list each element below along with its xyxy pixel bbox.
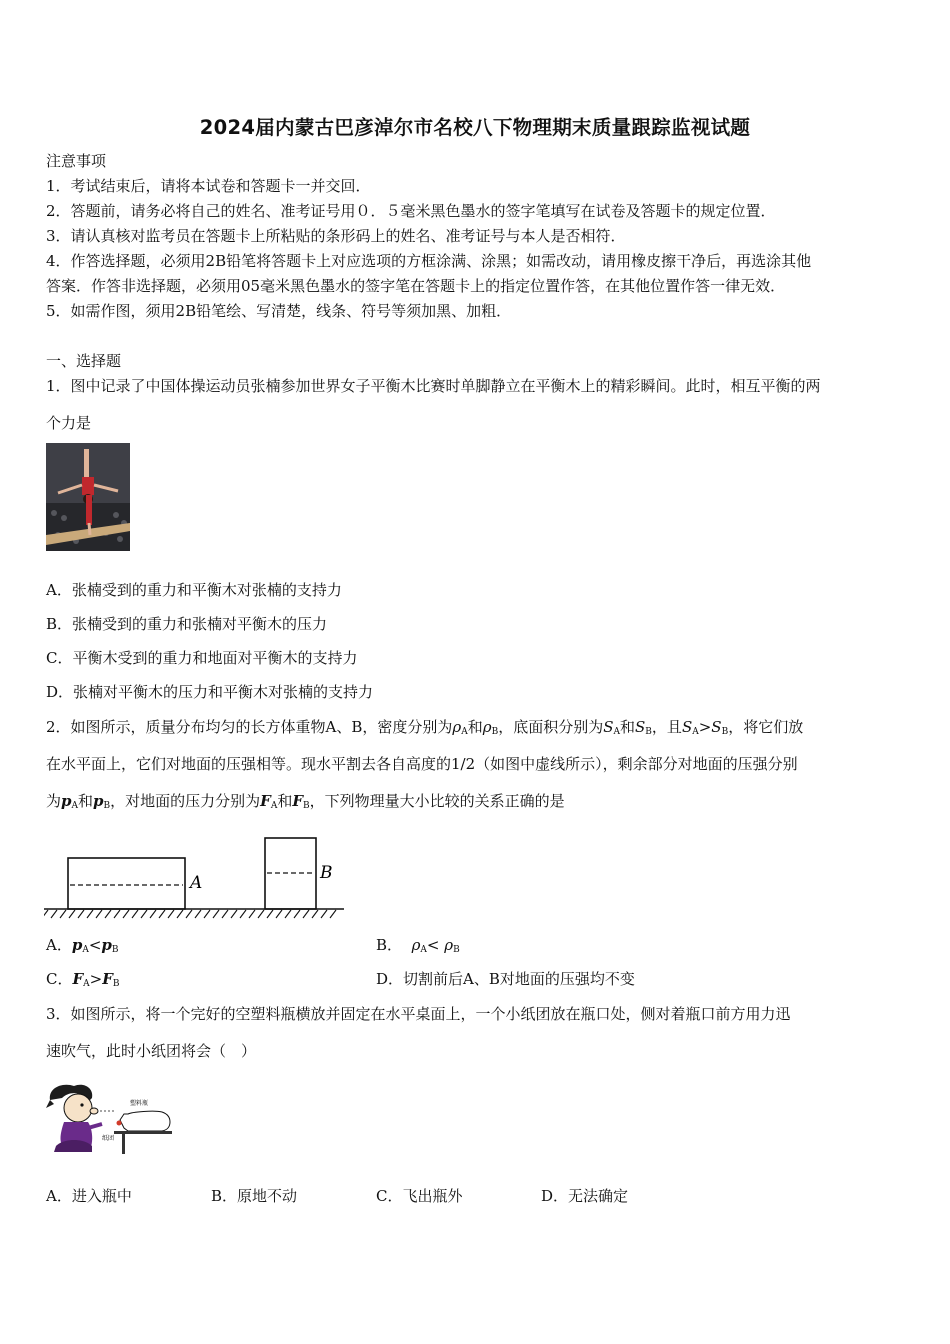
block-a-label: A (190, 873, 203, 893)
notice-item-5: 5．如需作图，须用2B铅笔绘、写清楚，线条、符号等须加黑、加粗． (46, 302, 512, 320)
paper-ball-label: 纸团 (102, 1135, 115, 1142)
q2-stem-line2: 在水平面上，它们对地面的压强相等。现水平割去各自高度的1/2（如图中虚线所示），剩余部分对地面的压强分别 (46, 755, 798, 773)
notice-item-2: 2．答题前，请务必将自己的姓名、准考证号用０．５毫米黑色墨水的签字笔填写在试卷及答题卡的规定位置． (46, 202, 776, 220)
q3-option-a: A．进入瓶中 (46, 1187, 132, 1205)
page-title: 2024届内蒙古巴彦淖尔市名校八下物理期末质量跟踪监视试题 (199, 116, 751, 139)
q2-option-b: B． $\rho_A< \rho_B$ (376, 936, 460, 955)
q2-stem-line1: 2．如图所示，质量分布均匀的长方体重物A、B，密度分别为$\rho_A$和$\rho_B$，底面积分别为$S_A$和$S_B$，且$S_A>S_B$，将它们放 (46, 718, 804, 737)
gymnast-photo (46, 443, 130, 551)
q3-stem-line1: 3．如图所示，将一个完好的空塑料瓶横放并固定在水平桌面上，一个小纸团放在瓶口处，侧对着瓶口前方用力迅 (46, 1005, 791, 1023)
notice-item-3: 3．请认真核对监考员在答题卡上所粘贴的条形码上的姓名、准考证号与本人是否相符． (46, 227, 626, 245)
q2-stem-line3: 为$p_A$和$p_B$，对地面的压力分别为$F_A$和$F_B$，下列物理量大小比较的关系正确的是 (46, 792, 565, 811)
q2-option-a: A．$p_A<p_B$ (46, 936, 119, 955)
q1-stem-line1: 1．图中记录了中国体操运动员张楠参加世界女子平衡木比赛时单脚静立在平衡木上的精彩瞬间。此时，相互平衡的两 (46, 377, 821, 395)
q1-option-d: D．张楠对平衡木的压力和平衡木对张楠的支持力 (46, 683, 374, 701)
q3-stem-line2: 速吹气，此时小纸团将会（ ） (46, 1042, 257, 1060)
q1-option-c: C．平衡木受到的重力和地面对平衡木的支持力 (46, 649, 358, 667)
q3-option-b: B．原地不动 (211, 1187, 298, 1205)
q1-option-b: B．张楠受到的重力和张楠对平衡木的压力 (46, 615, 328, 633)
bottle-label: 塑料瓶 (130, 1100, 149, 1107)
notice-heading: 注意事项 (46, 152, 107, 170)
q2-blocks-diagram (44, 836, 346, 922)
q1-option-a: A．张楠受到的重力和平衡木对张楠的支持力 (46, 581, 342, 599)
notice-item-4: 4．作答选择题，必须用2B铅笔将答题卡上对应选项的方框涂满、涂黑；如需改动，请用橡皮擦干净后，再选涂其他 (46, 252, 812, 270)
q3-blowing-illustration (44, 1078, 174, 1156)
q3-option-c: C．飞出瓶外 (376, 1187, 463, 1205)
block-b-label: B (320, 863, 333, 883)
q1-stem-line2: 个力是 (46, 414, 92, 432)
q2-option-d: D．切割前后A、B对地面的压强均不变 (376, 970, 635, 988)
q3-option-d: D．无法确定 (541, 1187, 629, 1205)
q2-option-c: C．$F_A>F_B$ (46, 970, 120, 989)
notice-item-4-cont: 答案．作答非选择题，必须用05毫米黑色墨水的签字笔在答题卡上的指定位置作答，在其他位置作答一律无效． (46, 277, 786, 295)
notice-item-1: 1．考试结束后，请将本试卷和答题卡一并交回． (46, 177, 371, 195)
section-heading: 一、选择题 (46, 352, 122, 370)
